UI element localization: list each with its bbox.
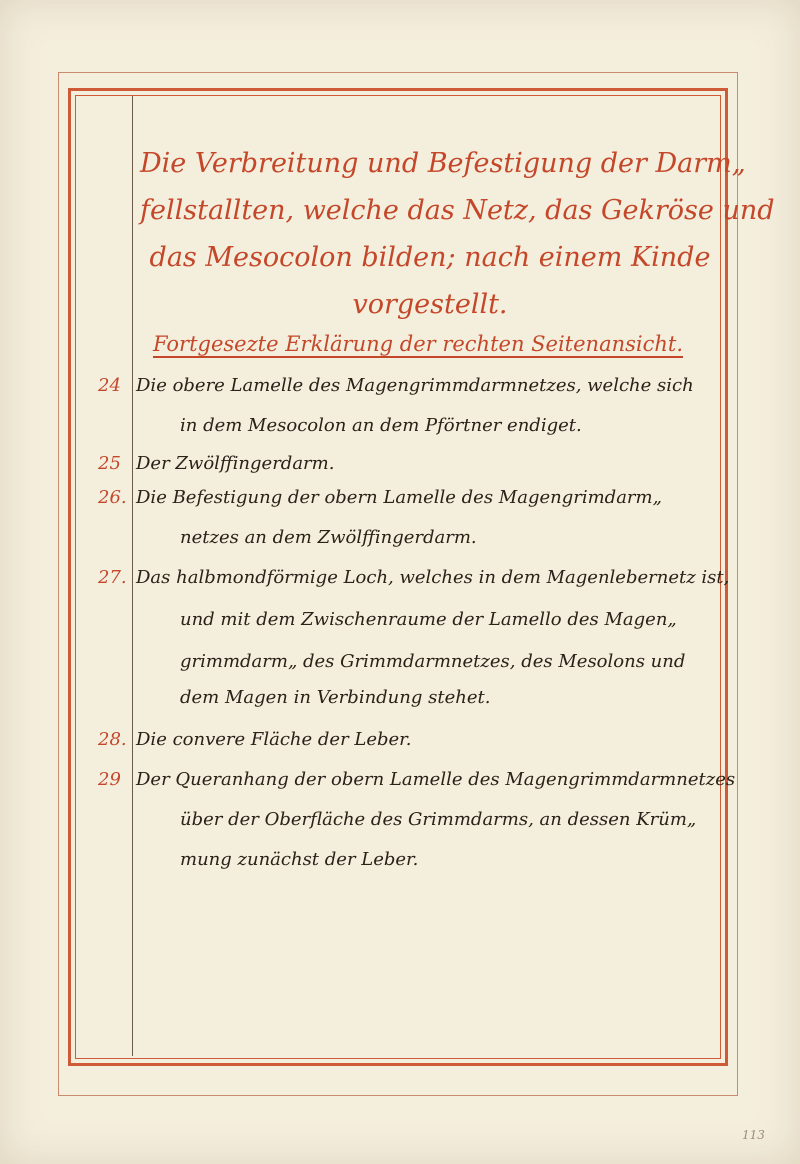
section-subtitle: Fortgesezte Erklärung der rechten Seitenansicht. [152,332,684,356]
title-line: das Mesocolon bilden; nach einem Kinde [149,242,711,273]
entry-text-line: Das halbmondförmige Loch, welches in dem Magenlebernetz ist, [136,567,730,588]
title-line: Die Verbreitung und Befestigung der Darm„ [140,148,746,179]
entry-number: 28. [98,729,127,750]
entry-text-line: in dem Mesocolon an dem Pförtner endiget. [180,415,582,436]
entry-text-line: grimmdarm„ des Grimmdarmnetzes, des Mesolons und [180,651,686,672]
entry-number: 25 [98,453,121,474]
entry-text-line: Die convere Fläche der Leber. [136,729,412,750]
entry-text-line: dem Magen in Verbindung stehet. [180,687,491,708]
entry-text-line: Der Zwölffingerdarm. [136,453,335,474]
entry-number: 29 [98,769,121,790]
folio-number: 113 [742,1128,765,1142]
entry-text-line: und mit dem Zwischenraume der Lamello des Magen„ [180,609,677,630]
entry-number: 24 [98,375,121,396]
entry-number: 27. [98,567,127,588]
entry-text-line: Die obere Lamelle des Magengrimmdarmnetzes, welche sich [136,375,694,396]
entry-number: 26. [98,487,127,508]
title-line: vorgestellt. [352,289,508,320]
entry-text-line: Die Befestigung der obern Lamelle des Magengrimdarm„ [136,487,662,508]
title-line: fellstallten, welche das Netz, das Gekröse und [140,195,775,226]
entry-text-line: über der Oberfläche des Grimmdarms, an dessen Krüm„ [180,809,697,830]
entry-text-line: netzes an dem Zwölffingerdarm. [180,527,477,548]
entry-text-line: mung zunächst der Leber. [180,849,419,870]
entry-text-line: Der Queranhang der obern Lamelle des Magengrimmdarmnetzes [136,769,736,790]
